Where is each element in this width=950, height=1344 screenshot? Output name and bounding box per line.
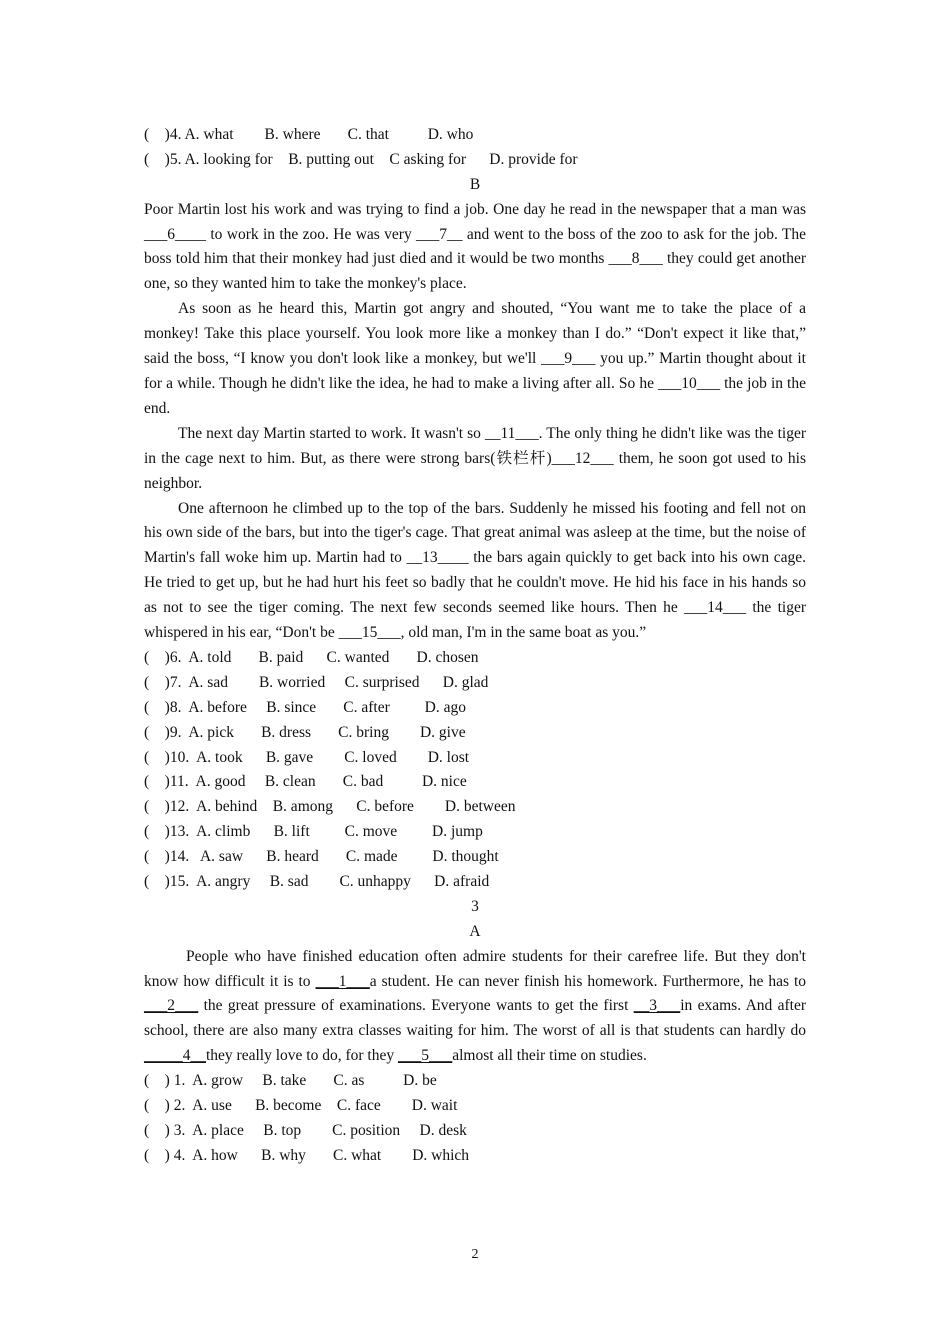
question-line: ( )6. A. told B. paid C. wanted D. chosen bbox=[144, 648, 479, 666]
blank-3: __3___ bbox=[633, 997, 681, 1015]
question-line: ( )13. A. climb B. lift C. move D. jump bbox=[144, 823, 483, 841]
question-line: ( )12. A. behind B. among C. before D. between bbox=[144, 798, 516, 816]
passage-text: almost all their time on studies. bbox=[452, 1047, 647, 1065]
question-line: ( )9. A. pick B. dress C. bring D. give bbox=[144, 723, 466, 741]
passage-paragraph: One afternoon he climbed up to the top of the bars. Suddenly he missed his footing and fell not on his own side of the bars, but into the tiger's cage. That great animal was asleep at the time, but the noise of Martin's fall woke him up. Martin had to __13____ the bars again quickly to get back into his own cage. He tried to get up, but he had hurt his feet so badly that he couldn't move. He hid his face in his hands so as not to see the tiger coming. The next few seconds seemed like hours. Then he ___14___ the tiger whispered in his ear, “Don't be ___15___, old man, I'm in the same boat as you.” bbox=[144, 499, 806, 642]
question-line: ( ) 4. A. how B. why C. what D. which bbox=[144, 1146, 470, 1164]
question-line: ( ) 3. A. place B. top C. position D. desk bbox=[144, 1121, 467, 1139]
question-line: ( )15. A. angry B. sad C. unhappy D. afraid bbox=[144, 873, 490, 890]
blank-4: _____4__ bbox=[144, 1047, 206, 1065]
blank-5: ___5___ bbox=[397, 1047, 453, 1065]
question-line: ( )5. A. looking for B. putting out C asking for D. provide for bbox=[144, 150, 578, 168]
question-line: ( ) 1. A. grow B. take C. as D. be bbox=[144, 1072, 437, 1090]
question-line: ( )14. A. saw B. heard C. made D. thought bbox=[144, 848, 499, 866]
section-heading: A bbox=[469, 922, 481, 940]
blank-1: ___1___ bbox=[315, 972, 370, 990]
passage-text: People who have finished education often admire students for their carefree life. But they don't know how difficult it is to bbox=[144, 947, 806, 990]
page-number: 2 bbox=[471, 1247, 479, 1262]
passage-text: in exams. And after school, there are also many extra classes waiting for him. The worst of all is that students can hardly do bbox=[144, 997, 806, 1040]
passage-paragraph bbox=[144, 945, 806, 1070]
passage-text: a student. He can never finish his homework. Furthermore, he has to bbox=[369, 972, 806, 990]
section-heading: B bbox=[469, 175, 481, 193]
section-number: 3 bbox=[471, 897, 479, 915]
question-line: ( )7. A. sad B. worried C. surprised D. glad bbox=[144, 673, 489, 691]
question-line: ( )11. A. good B. clean C. bad D. nice bbox=[144, 773, 467, 791]
passage-paragraph: The next day Martin started to work. It wasn't so __11___. The only thing he didn't like was the tiger in the cage next to him. But, as there were strong bars(铁栏杆)___12___ them, he soon got used to his neighbor. bbox=[144, 424, 806, 492]
passage-text: they really love to do, for they bbox=[206, 1047, 398, 1065]
question-line: ( )10. A. took B. gave C. loved D. lost bbox=[144, 748, 470, 766]
passage-paragraph: Poor Martin lost his work and was trying to find a job. One day he read in the newspaper that a man was ___6____ to work in the zoo. He was very ___7__ and went to the boss of the zoo to ask for the job. The boss told him that their monkey had just died and it would be two months ___8___ they could get another one, so they wanted him to take the monkey's place. bbox=[144, 200, 806, 293]
passage-text: the great pressure of examinations. Everyone wants to get the first bbox=[198, 997, 634, 1015]
question-line: ( ) 2. A. use B. become C. face D. wait bbox=[144, 1097, 458, 1115]
document-page bbox=[144, 123, 806, 1169]
question-line: ( )4. A. what B. where C. that D. who bbox=[144, 126, 474, 143]
passage-paragraph: As soon as he heard this, Martin got angry and shouted, “You want me to take the place of a monkey! Take this place yourself. You look more like a monkey than I do.” “Don't expect it like that,” said the boss, “I know you don't look like a monkey, but we'll ___9___ you up.” Martin thought about it for a while. Though he didn't like the idea, he had to make a living after all. So he ___10___ the job in the end. bbox=[144, 300, 806, 417]
question-line: ( )8. A. before B. since C. after D. ago bbox=[144, 698, 466, 716]
blank-2: ___2___ bbox=[144, 997, 199, 1015]
